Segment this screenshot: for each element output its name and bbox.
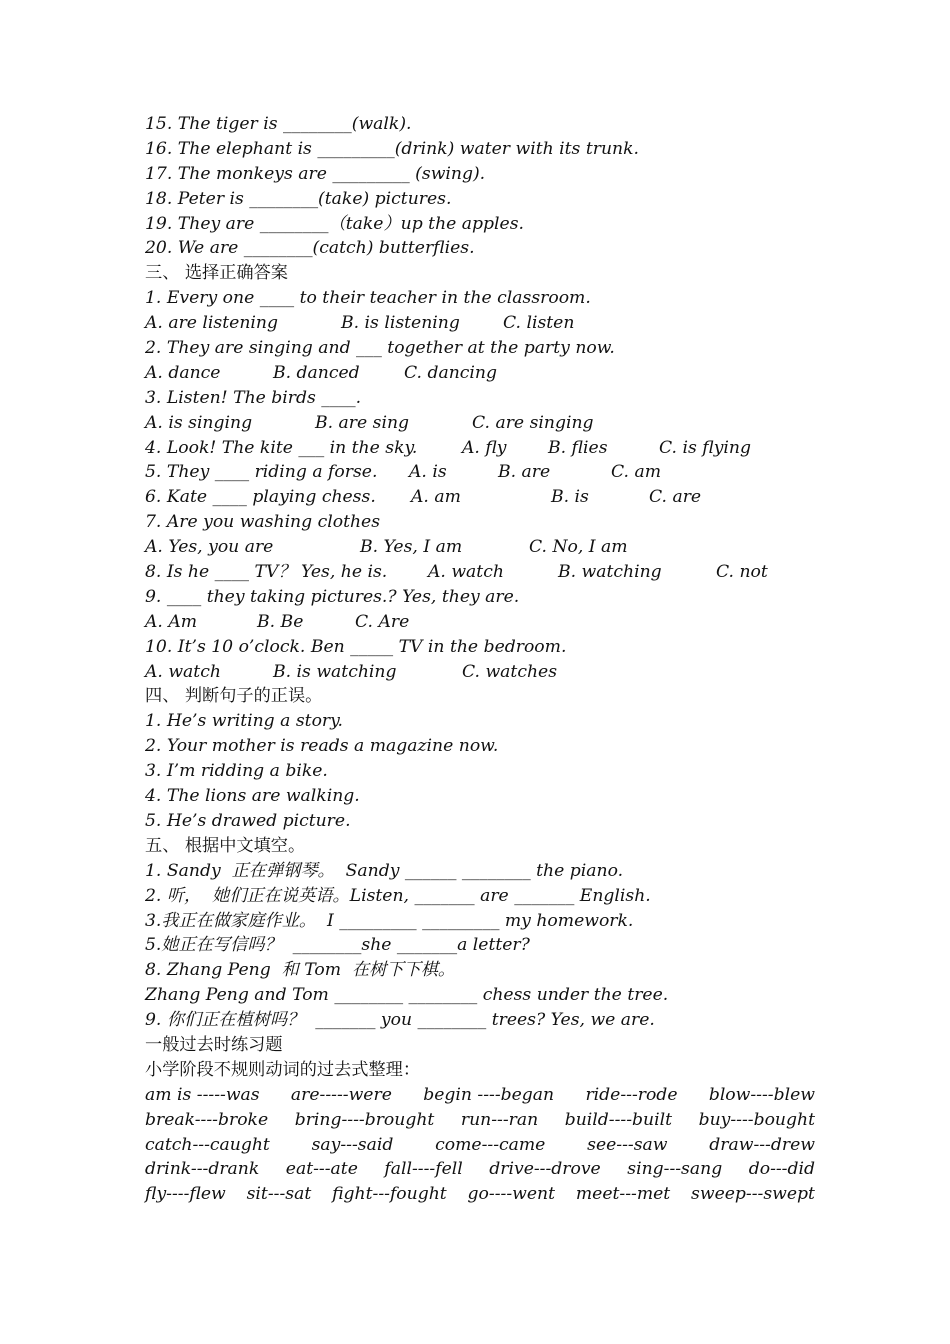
option-text: B. are [498,462,551,483]
verb-pair: build----built [564,1109,673,1130]
section-heading: 小学阶段不规则动词的过去式整理： [145,1059,421,1080]
text-line: 2. Your mother is reads a magazine now. [145,736,499,757]
verb-row [145,1157,815,1182]
option-text: A. dance [145,362,221,383]
verb-pair: am is -----was [145,1084,260,1105]
verb-pair: go----went [467,1184,555,1205]
option-text: A. is singing [145,412,253,433]
verb-pair: catch---caught [145,1134,270,1155]
options-line [145,485,815,510]
verb-pair: bring----brought [294,1109,435,1130]
option-text: B. Yes, I am [360,537,463,558]
option-text: A. Am [145,611,198,632]
text-line: 5.她正在写信吗？ ________she _______a letter? [145,935,530,956]
option-text: 6. Kate ____ playing chess. [145,487,376,508]
verb-pair: fall----fell [384,1159,463,1180]
option-text: C. not [716,562,768,583]
text-line: 10. It’s 10 o’clock. Ben _____ TV in the bedroom. [145,636,567,657]
section-heading: 四、 判断句子的正误。 [145,686,323,707]
verb-row [145,1108,815,1133]
text-line: 9. ____ they taking pictures.? Yes, they are. [145,586,520,607]
options-line [145,535,815,560]
verb-pair: draw---drew [709,1134,815,1155]
option-text: B. flies [548,437,608,458]
option-text: C. listen [503,313,575,334]
verb-pair: see---saw [587,1134,668,1155]
verb-pair: are-----were [290,1084,392,1105]
option-text: B. is listening [341,313,460,334]
verb-pair: fly----flew [145,1184,226,1205]
text-line: Zhang Peng and Tom ________ ________ chess under the tree. [145,985,669,1006]
option-text: B. is watching [273,661,397,682]
option-text: A. am [411,487,461,508]
option-text: A. Yes, you are [145,537,274,558]
option-text: C. are [649,487,702,508]
option-text: A. is [409,462,447,483]
section-heading: 五、 根据中文填空。 [145,835,306,856]
option-text: C. watches [462,661,558,682]
verb-pair: begin ----began [423,1084,555,1105]
text-line: 7. Are you washing clothes [145,512,381,533]
verb-pair: break----broke [145,1109,269,1130]
options-line [145,311,815,336]
options-line [145,560,815,585]
section-heading: 三、 选择正确答案 [145,263,288,284]
option-text: 5. They ____ riding a forse. [145,462,378,483]
text-line: 19. They are ________（take）up the apples. [145,213,524,234]
option-text: C. Are [355,611,410,632]
options-line [145,411,815,436]
text-line: 1. He’s writing a story. [145,711,344,732]
text-line: 4. The lions are walking. [145,786,360,807]
option-text: B. danced [273,362,360,383]
section-heading: 一般过去时练习题 [145,1034,283,1055]
verb-pair: sit---sat [246,1184,312,1205]
options-line [145,436,815,461]
verb-pair: come---came [435,1134,546,1155]
option-text: C. is flying [659,437,751,458]
option-text: B. are sing [315,412,410,433]
document-body [145,112,815,1207]
verb-pair: fight---fought [332,1184,447,1205]
options-line [145,460,815,485]
verb-pair: drive---drove [489,1159,601,1180]
text-line: 5. He’s drawed picture. [145,810,351,831]
verb-row [145,1182,815,1207]
text-line: 3. I’m ridding a bike. [145,761,328,782]
verb-pair: say---said [311,1134,394,1155]
text-line: 3.我正在做家庭作业。 I _________ _________ my homework. [145,910,634,931]
option-text: C. are singing [472,412,594,433]
verb-row [145,1083,815,1108]
option-text: A. watch [145,661,221,682]
text-line: 1. Every one ____ to their teacher in the classroom. [145,288,591,309]
verb-pair: sweep---swept [691,1184,815,1205]
text-line: 3. Listen! The birds ____. [145,387,362,408]
text-line: 9. 你们正在植树吗？ _______ you ________ trees? Yes, we are. [145,1010,655,1031]
verb-pair: run---ran [460,1109,539,1130]
option-text: C. No, I am [529,537,628,558]
verb-pair: meet---met [575,1184,671,1205]
option-text: B. Be [257,611,304,632]
text-line: 1. Sandy 正在弹钢琴。 Sandy ______ ________ the piano. [145,860,624,881]
verb-pair: do---did [748,1159,815,1180]
verb-row [145,1133,815,1158]
verb-pair: blow----blew [708,1084,815,1105]
option-text: 4. Look! The kite ___ in the sky. [145,437,418,458]
verb-pair: ride---rode [585,1084,678,1105]
option-text: C. am [611,462,662,483]
option-text: A. are listening [145,313,278,334]
text-line: 8. Zhang Peng 和 Tom 在树下下棋。 [145,960,456,981]
options-line [145,660,815,685]
text-line: 20. We are ________(catch) butterflies. [145,238,475,259]
text-line: 2. 听， 她们正在说英语。Listen, _______ are _______ English. [145,885,651,906]
option-text: B. watching [558,562,662,583]
text-line: 18. Peter is ________(take) pictures. [145,188,452,209]
text-line: 16. The elephant is _________(drink) water with its trunk. [145,138,639,159]
verb-pair: eat---ate [285,1159,358,1180]
verb-pair: drink---drank [145,1159,260,1180]
option-text: A. fly [462,437,507,458]
text-line: 15. The tiger is ________(walk). [145,114,412,134]
options-line [145,361,815,386]
option-text: 8. Is he ____ TV？ Yes, he is. [145,562,388,583]
text-line: 17. The monkeys are _________ (swing). [145,163,486,184]
option-text: A. watch [428,562,504,583]
options-line [145,610,815,635]
option-text: B. is [551,487,589,508]
option-text: C. dancing [404,362,497,383]
text-line: 2. They are singing and ___ together at the party now. [145,338,615,359]
verb-pair: sing---sang [627,1159,723,1180]
verb-pair: buy----bought [698,1109,815,1130]
